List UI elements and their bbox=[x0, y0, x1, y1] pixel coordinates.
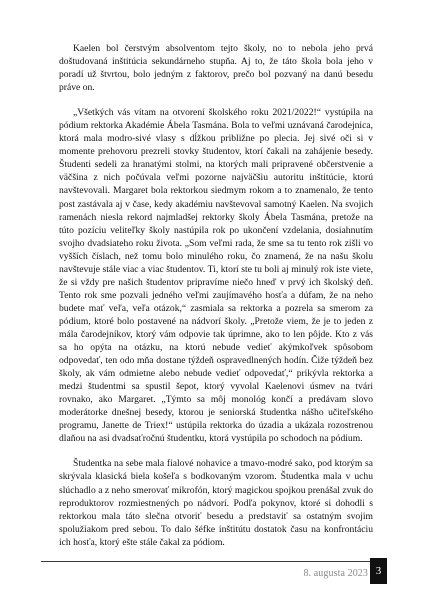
paragraph: „Všetkých vás vítam na otvorení školského roku 2021/2022!“ vystúpila na pódium rektorka Akadémie Ábela Tasmána. Bola to veľmi uznávaná čarodejnica, ktorá mala modro-sivé vlasy s dĺžkou približne po plecia. Jej sivé oči si v momente prehovoru prezreli stovky študentov, ktorí čakali na zahájenie besedy. Študenti sedeli za hranatými stolmi, na ktorých mali pripravené občerstvenie a väčšina z nich počúvala veľmi pozorne najväčšiu autoritu inštitúcie, ktorú navštevovali. Margaret bola rektorkou siedmym rokom a to znamenalo, že tento post zastávala aj v čase, kedy akadémiu navštevoval samotný Kaelen. Na svojich ramenách niesla rekord najmladšej rektorky školy Ábela Tasmána, pretože na túto pozíciu veliteľky školy nastúpila rok po ukončení vzdelania, dosiahnutím svojho dvadsiateho roku života. „Som veľmi rada, že sme sa tu tento rok zišli vo vyšších číslach, než tomu bolo minulého roku, čo znamená, že na našu školu navštevuje stále viac a viac študentov. Ti, ktorí ste tu boli aj minulý rok iste viete, že si vždy pre našich študentov pripravíme niečo hneď v prvý ich školský deň. Tento rok sme pozvali jedného veľmi zaujímavého hosťa a dúfam, že na neho budete mať veľa, veľa otázok,“ zasmiala sa rektorka a pozrela sa smerom za pódium, ktoré bolo postavené na nádvorí školy. „Pretože viem, že je to jeden z mála čarodejníkov, ktorý vám odpovie tak úprimne, ako to len pôjde. Kto z vás sa ho opýta na otázku, na ktorú nebude vedieť akýmkoľvek spôsobom odpovedať, ten odo mňa dostane týždeň ospravedlnených hodín. Čiže týždeň bez školy, ak vám odmietne alebo nebude vedieť odpovedať,“ prikývla rektorka a medzi študentmi sa spustil šepot, ktorý vyvolal Kaelenovi úsmev na tvári rovnako, ako Margaret. „Týmto sa môj monológ končí a predávam slovo moderátorke dnešnej besedy, ktorou je seniorská študentka nášho učiteľského programu, Janette de Triex!“ ustúpila rektorka do úzadia a ukázala rozostrenou dlaňou na asi dvadsaťročnú študentku, ktorá vystúpila po schodoch na pódium. bbox=[59, 107, 373, 445]
paragraph: Študentka na sebe mala fialové nohavice a tmavo-modré sako, pod ktorým sa skrývala klasická biela košeľa s bodkovaným vzorom. Študentka mala v uchu slúchadlo a z neho smerovať mikrofón, ktorý magickou spojkou prenášal zvuk do reproduktorov rozmiestnených po nádvorí. Podľa pokynov, ktoré si dohodli s rektorkou mala táto slečna otvoriť besedu a predstaviť sa ostatným svojim spolužiakom pred sebou. To dalo šéfke inštitútu dostatok času na konfrontáciu ich hosťa, ktorý ešte stále čakal za pódiom. bbox=[59, 458, 373, 548]
footer-divider bbox=[41, 561, 386, 562]
body-text bbox=[59, 42, 373, 549]
page-number: 3 bbox=[370, 558, 387, 584]
paragraph: Kaelen bol čerstvým absolventom tejto školy, no to nebola jeho prvá doštudovaná inštitúcia sekundárneho stupňa. Aj to, že táto škola bola jeho v poradí už štvrtou, bolo jedným z faktorov, prečo bol pozvaný na danú besedu práve on. bbox=[59, 43, 373, 94]
footer-date: 8. augusta 2023 bbox=[303, 568, 368, 579]
